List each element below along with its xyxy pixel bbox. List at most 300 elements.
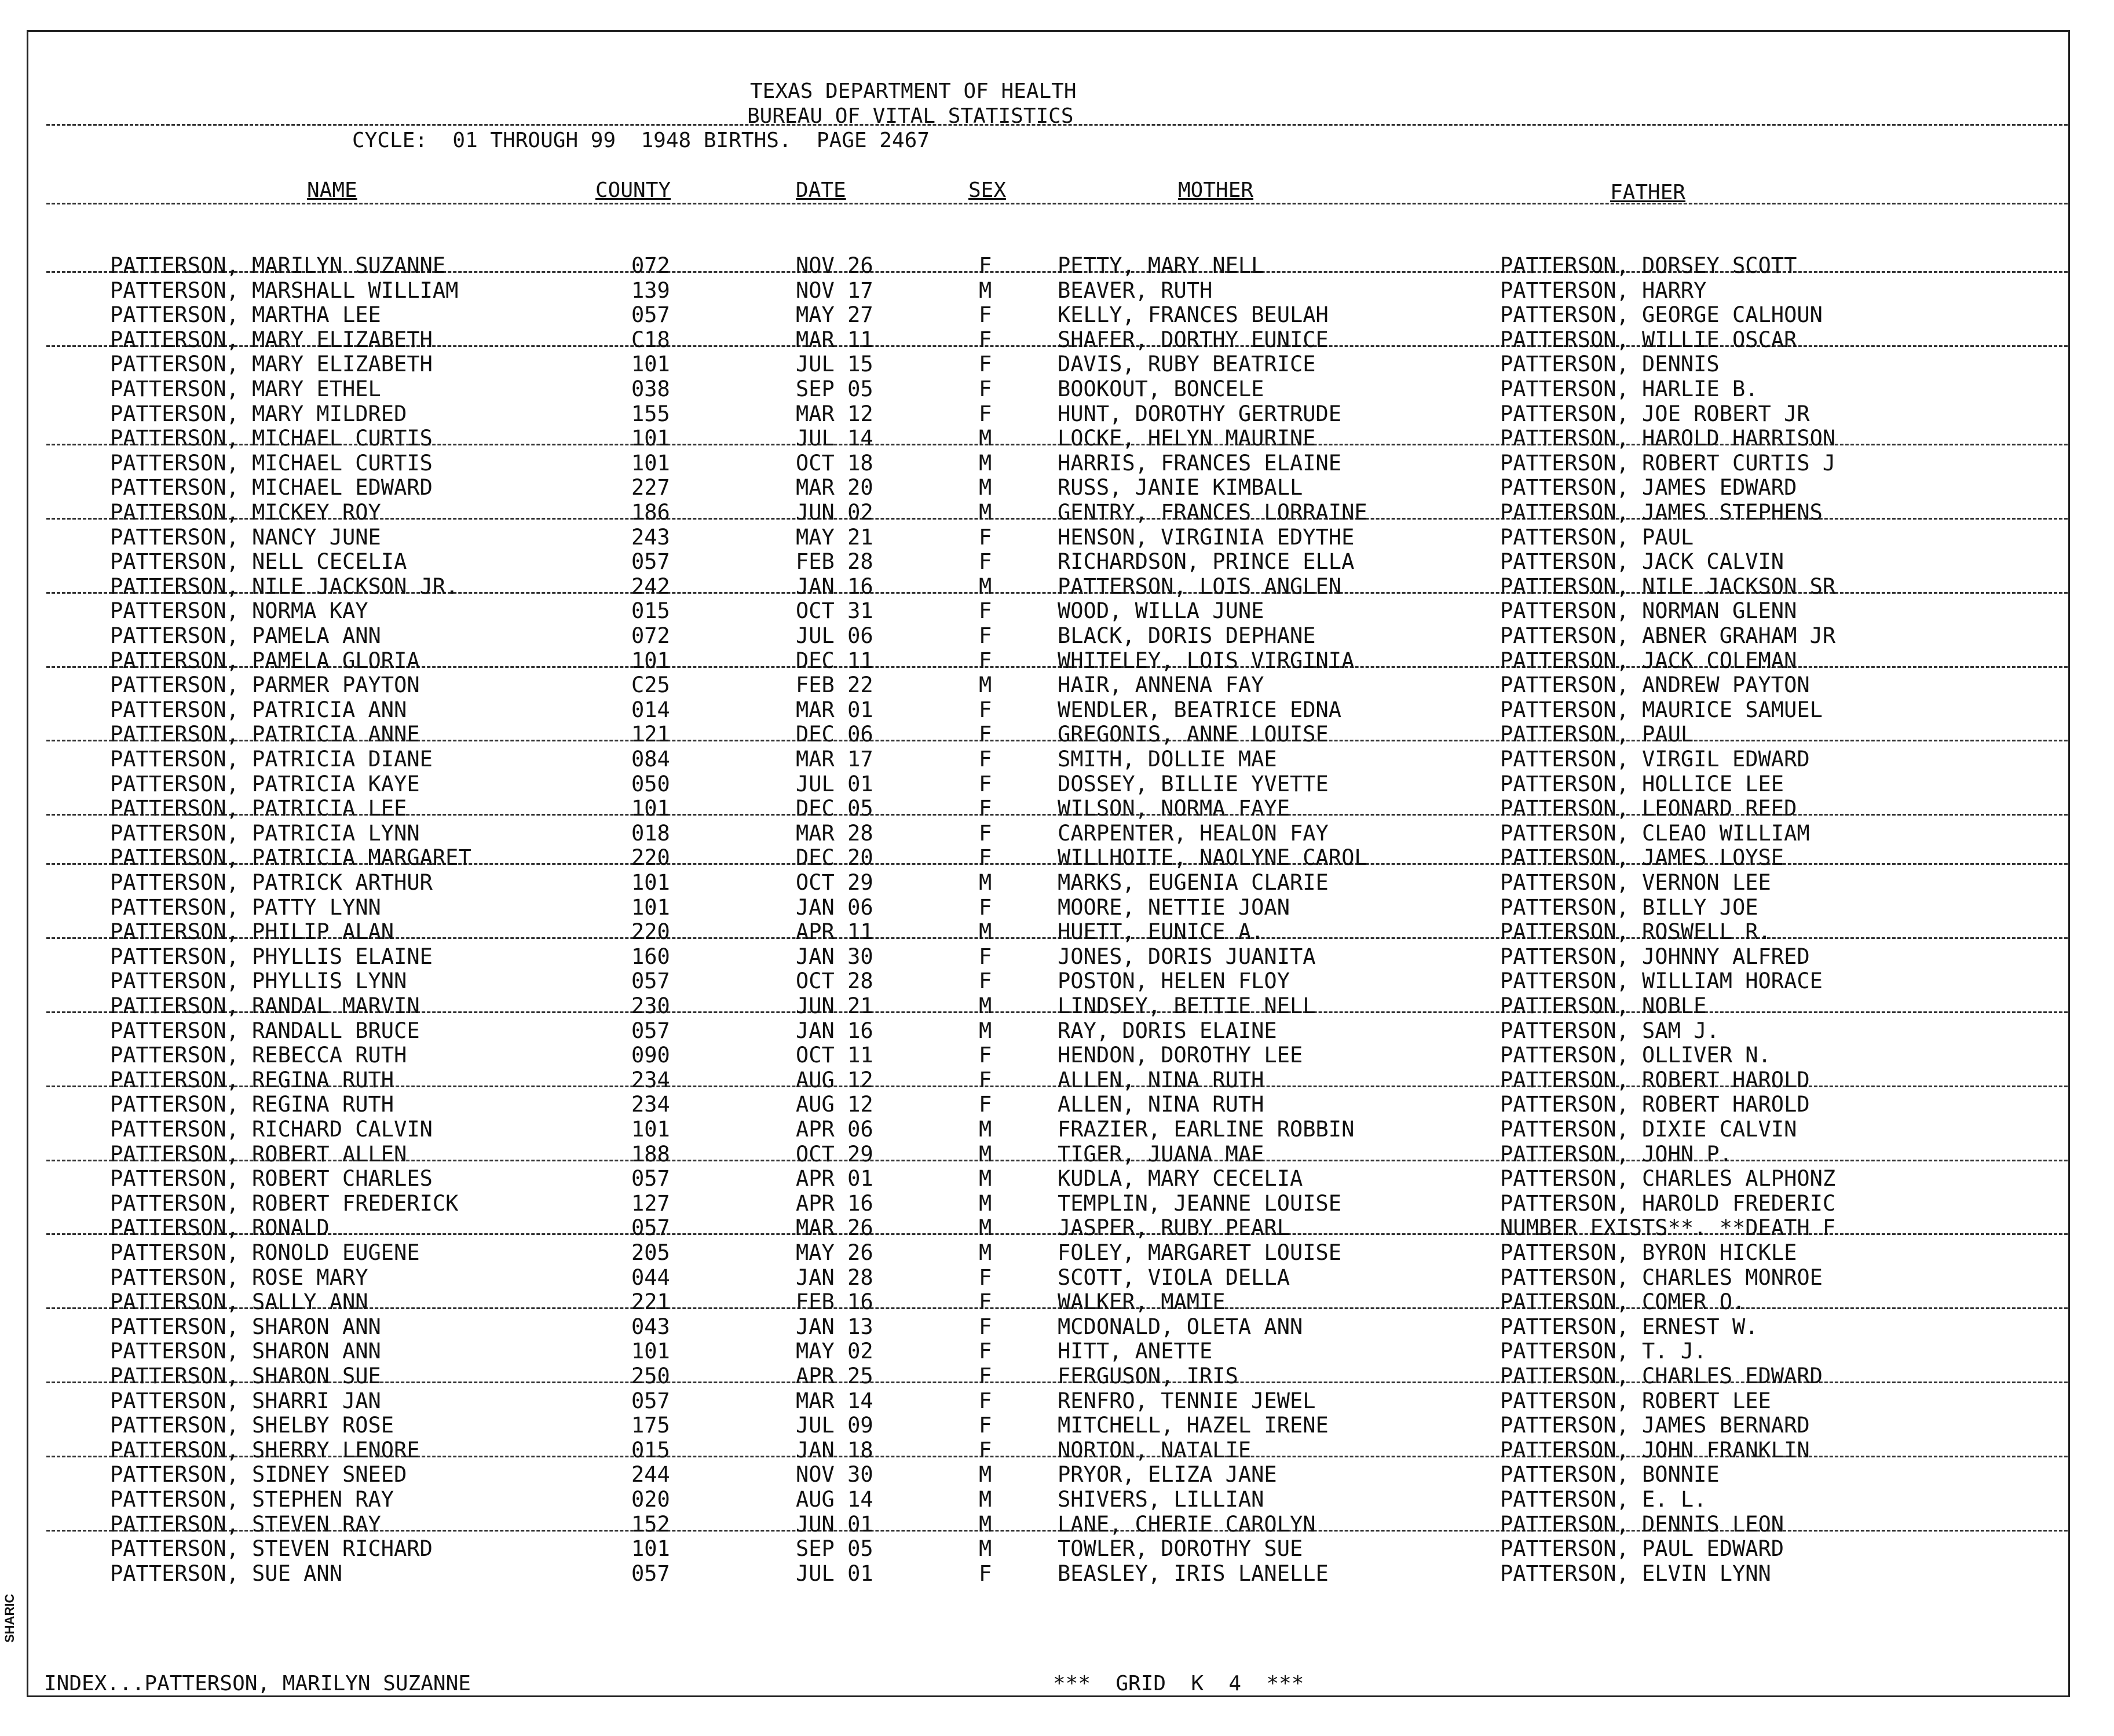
cell-mother: RAY, DORIS ELAINE bbox=[1058, 1018, 1277, 1043]
cell-mother: HITT, ANETTE bbox=[1058, 1339, 1213, 1364]
cell-name: PATTERSON, MARY ETHEL bbox=[110, 377, 381, 401]
cell-father: PATTERSON, VERNON LEE bbox=[1500, 870, 1771, 895]
cell-father: PATTERSON, SAM J. bbox=[1500, 1018, 1720, 1043]
cell-father: PATTERSON, DIXIE CALVIN bbox=[1500, 1117, 1797, 1142]
cell-sex: F bbox=[979, 1092, 992, 1117]
cell-sex: F bbox=[979, 1067, 992, 1092]
cell-sex: F bbox=[979, 820, 992, 846]
table-row bbox=[0, 969, 2114, 994]
cell-sex: F bbox=[979, 1364, 992, 1388]
cell-name: PATTERSON, PATRICIA KAYE bbox=[110, 771, 420, 796]
cell-father: PATTERSON, ANDREW PAYTON bbox=[1500, 673, 1810, 698]
table-row bbox=[0, 722, 2114, 747]
table-row bbox=[0, 1117, 2114, 1142]
cell-sex: F bbox=[979, 722, 992, 747]
cell-date: FEB 28 bbox=[796, 549, 873, 575]
cell-date: OCT 18 bbox=[796, 450, 873, 476]
cell-date: MAR 26 bbox=[796, 1215, 873, 1241]
header-rule-2 bbox=[46, 203, 2068, 204]
cell-sex: M bbox=[979, 1511, 992, 1537]
cell-name: PATTERSON, NANCY JUNE bbox=[110, 524, 381, 550]
cell-county: 101 bbox=[631, 352, 670, 377]
table-row bbox=[0, 254, 2114, 279]
cell-county: 101 bbox=[631, 870, 670, 895]
cell-name: PATTERSON, ROBERT FREDERICK bbox=[110, 1190, 459, 1216]
cell-sex: F bbox=[979, 1043, 992, 1068]
table-row bbox=[0, 1488, 2114, 1512]
cell-county: 057 bbox=[631, 1388, 670, 1413]
cell-date: DEC 06 bbox=[796, 722, 873, 747]
cell-mother: BLACK, DORIS DEPHANE bbox=[1058, 623, 1316, 648]
table-row bbox=[0, 599, 2114, 624]
cell-county: 127 bbox=[631, 1190, 670, 1216]
cell-father: PATTERSON, BONNIE bbox=[1500, 1462, 1720, 1488]
cell-county: 220 bbox=[631, 845, 670, 871]
cell-date: MAR 01 bbox=[796, 697, 873, 722]
table-row bbox=[0, 575, 2114, 600]
cell-mother: GREGONIS, ANNE LOUISE bbox=[1058, 722, 1329, 747]
cell-name: PATTERSON, MICHAEL EDWARD bbox=[110, 475, 433, 500]
cell-sex: F bbox=[979, 968, 992, 994]
table-row bbox=[0, 426, 2114, 451]
cell-sex: F bbox=[979, 352, 992, 377]
cell-date: DEC 20 bbox=[796, 845, 873, 871]
cell-county: 155 bbox=[631, 401, 670, 426]
cell-date: DEC 11 bbox=[796, 648, 873, 673]
cell-sex: F bbox=[979, 747, 992, 772]
cell-sex: M bbox=[979, 1018, 992, 1043]
table-row bbox=[0, 772, 2114, 797]
footer-grid: *** GRID K 4 *** bbox=[1053, 1672, 1304, 1695]
cell-date: APR 06 bbox=[796, 1117, 873, 1142]
cell-date: OCT 28 bbox=[796, 968, 873, 994]
cell-date: JUL 01 bbox=[796, 771, 873, 796]
table-row bbox=[0, 945, 2114, 970]
table-row bbox=[0, 1142, 2114, 1167]
table-row bbox=[0, 871, 2114, 896]
cell-county: 072 bbox=[631, 253, 670, 278]
cell-name: PATTERSON, REBECCA RUTH bbox=[110, 1043, 407, 1068]
header-rule-1 bbox=[46, 124, 2068, 126]
cell-mother: ALLEN, NINA RUTH bbox=[1058, 1092, 1264, 1117]
cell-father: PATTERSON, CLEAO WILLIAM bbox=[1500, 820, 1810, 846]
cell-name: PATTERSON, PARMER PAYTON bbox=[110, 673, 420, 698]
table-row bbox=[0, 673, 2114, 698]
cell-mother: CARPENTER, HEALON FAY bbox=[1058, 820, 1329, 846]
table-row bbox=[0, 525, 2114, 550]
cell-county: 243 bbox=[631, 524, 670, 550]
cell-name: PATTERSON, MARSHALL WILLIAM bbox=[110, 277, 459, 303]
cell-mother: LANE, CHERIE CAROLYN bbox=[1058, 1511, 1316, 1537]
cell-county: 044 bbox=[631, 1264, 670, 1290]
cell-father: PATTERSON, JOHNNY ALFRED bbox=[1500, 944, 1810, 969]
cell-date: JUL 01 bbox=[796, 1560, 873, 1586]
column-header-name: NAME bbox=[307, 178, 357, 202]
cell-father: PATTERSON, PAUL bbox=[1500, 524, 1694, 550]
table-row bbox=[0, 1364, 2114, 1389]
cell-county: 227 bbox=[631, 475, 670, 500]
cell-name: PATTERSON, RICHARD CALVIN bbox=[110, 1117, 433, 1142]
cell-county: 057 bbox=[631, 1215, 670, 1241]
cell-mother: SHIVERS, LILLIAN bbox=[1058, 1487, 1264, 1512]
cell-mother: DAVIS, RUBY BEATRICE bbox=[1058, 352, 1316, 377]
cell-county: 084 bbox=[631, 747, 670, 772]
cell-name: PATTERSON, REGINA RUTH bbox=[110, 1092, 394, 1117]
table-row bbox=[0, 402, 2114, 427]
cell-mother: PATTERSON, LOIS ANGLEN bbox=[1058, 573, 1342, 599]
cell-father: PATTERSON, HARRY bbox=[1500, 277, 1707, 303]
cell-father: NUMBER EXISTS**. **DEATH F bbox=[1500, 1215, 1836, 1241]
cell-mother: BEASLEY, IRIS LANELLE bbox=[1058, 1560, 1329, 1586]
cell-sex: M bbox=[979, 919, 992, 945]
table-row bbox=[0, 920, 2114, 945]
cell-sex: F bbox=[979, 1437, 992, 1463]
cell-county: 057 bbox=[631, 968, 670, 994]
cell-date: MAR 11 bbox=[796, 327, 873, 352]
cell-father: PATTERSON, ROSWELL R. bbox=[1500, 919, 1771, 945]
column-header-father: FATHER bbox=[1610, 181, 1686, 204]
cell-mother: WENDLER, BEATRICE EDNA bbox=[1058, 697, 1342, 722]
cell-father: PATTERSON, DORSEY SCOTT bbox=[1500, 253, 1797, 278]
cell-sex: F bbox=[979, 377, 992, 401]
cell-county: 175 bbox=[631, 1413, 670, 1438]
cell-mother: HAIR, ANNENA FAY bbox=[1058, 673, 1264, 698]
cell-date: MAY 26 bbox=[796, 1240, 873, 1265]
table-row bbox=[0, 1290, 2114, 1315]
cell-county: 101 bbox=[631, 450, 670, 476]
cell-county: 050 bbox=[631, 771, 670, 796]
cell-mother: BOOKOUT, BONCELE bbox=[1058, 377, 1264, 401]
cell-county: 057 bbox=[631, 302, 670, 328]
cell-sex: F bbox=[979, 796, 992, 821]
cell-mother: TIGER, JUANA MAE bbox=[1058, 1141, 1264, 1167]
cell-sex: F bbox=[979, 253, 992, 278]
table-row bbox=[0, 279, 2114, 304]
table-row bbox=[0, 1068, 2114, 1093]
cell-mother: DOSSEY, BILLIE YVETTE bbox=[1058, 771, 1329, 796]
cell-sex: M bbox=[979, 1240, 992, 1265]
cell-sex: M bbox=[979, 475, 992, 500]
cell-father: PATTERSON, HOLLICE LEE bbox=[1500, 771, 1784, 796]
cell-mother: HENDON, DOROTHY LEE bbox=[1058, 1043, 1303, 1068]
cell-father: PATTERSON, JOHN P. bbox=[1500, 1141, 1732, 1167]
cell-mother: WILLHOITE, NAOLYNE CAROL bbox=[1058, 845, 1367, 871]
cell-sex: F bbox=[979, 1413, 992, 1438]
table-row bbox=[0, 1192, 2114, 1216]
cell-county: C18 bbox=[631, 327, 670, 352]
cell-date: JAN 06 bbox=[796, 894, 873, 920]
cell-sex: F bbox=[979, 1289, 992, 1315]
cell-mother: RICHARDSON, PRINCE ELLA bbox=[1058, 549, 1355, 575]
column-header-mother: MOTHER bbox=[1178, 178, 1254, 202]
table-row bbox=[0, 1389, 2114, 1414]
cell-county: 043 bbox=[631, 1314, 670, 1339]
cell-sex: M bbox=[979, 1487, 992, 1512]
cell-sex: F bbox=[979, 648, 992, 673]
cell-county: 101 bbox=[631, 796, 670, 821]
cell-county: 057 bbox=[631, 1018, 670, 1043]
cell-mother: KUDLA, MARY CECELIA bbox=[1058, 1166, 1303, 1192]
table-row bbox=[0, 1266, 2114, 1291]
cell-father: PATTERSON, ERNEST W. bbox=[1500, 1314, 1758, 1339]
column-header-date: DATE bbox=[796, 178, 846, 202]
cell-father: PATTERSON, HAROLD FREDERIC bbox=[1500, 1190, 1836, 1216]
cell-date: OCT 31 bbox=[796, 598, 873, 624]
cell-sex: M bbox=[979, 1166, 992, 1192]
cell-date: JAN 16 bbox=[796, 573, 873, 599]
footer-index: INDEX...PATTERSON, MARILYN SUZANNE bbox=[44, 1672, 471, 1695]
cell-mother: RUSS, JANIE KIMBALL bbox=[1058, 475, 1303, 500]
cell-mother: TOWLER, DOROTHY SUE bbox=[1058, 1536, 1303, 1562]
cell-father: PATTERSON, VIRGIL EDWARD bbox=[1500, 747, 1810, 772]
cell-date: OCT 11 bbox=[796, 1043, 873, 1068]
table-row bbox=[0, 1339, 2114, 1364]
cell-mother: SMITH, DOLLIE MAE bbox=[1058, 747, 1277, 772]
table-row bbox=[0, 649, 2114, 674]
cell-father: PATTERSON, BYRON HICKLE bbox=[1500, 1240, 1797, 1265]
cell-name: PATTERSON, PATRICIA ANN bbox=[110, 697, 407, 722]
cell-sex: F bbox=[979, 944, 992, 969]
cell-county: 160 bbox=[631, 944, 670, 969]
cell-date: OCT 29 bbox=[796, 1141, 873, 1167]
cell-father: PATTERSON, JAMES EDWARD bbox=[1500, 475, 1797, 500]
cell-county: 038 bbox=[631, 377, 670, 401]
cell-date: MAR 14 bbox=[796, 1388, 873, 1413]
cell-county: 101 bbox=[631, 1536, 670, 1562]
cell-name: PATTERSON, PATRICIA MARGARET bbox=[110, 845, 471, 871]
cell-date: MAR 17 bbox=[796, 747, 873, 772]
cell-date: JUL 15 bbox=[796, 352, 873, 377]
cell-mother: HARRIS, FRANCES ELAINE bbox=[1058, 450, 1342, 476]
cell-county: 015 bbox=[631, 1437, 670, 1463]
table-row bbox=[0, 994, 2114, 1019]
cell-date: JAN 16 bbox=[796, 1018, 873, 1043]
cell-mother: MARKS, EUGENIA CLARIE bbox=[1058, 870, 1329, 895]
cell-county: 101 bbox=[631, 1339, 670, 1364]
cell-date: FEB 16 bbox=[796, 1289, 873, 1315]
cell-name: PATTERSON, PATRICIA DIANE bbox=[110, 747, 433, 772]
cell-father: PATTERSON, ABNER GRAHAM JR bbox=[1500, 623, 1836, 648]
table-row bbox=[0, 1413, 2114, 1438]
cell-date: JUL 06 bbox=[796, 623, 873, 648]
cell-mother: JONES, DORIS JUANITA bbox=[1058, 944, 1316, 969]
cell-mother: MITCHELL, HAZEL IRENE bbox=[1058, 1413, 1329, 1438]
cell-date: NOV 17 bbox=[796, 277, 873, 303]
cell-father: PATTERSON, ELVIN LYNN bbox=[1500, 1560, 1771, 1586]
cell-father: PATTERSON, BILLY JOE bbox=[1500, 894, 1758, 920]
table-row bbox=[0, 1512, 2114, 1537]
cell-name: PATTERSON, MICHAEL CURTIS bbox=[110, 450, 433, 476]
cell-name: PATTERSON, ROBERT ALLEN bbox=[110, 1141, 407, 1167]
cell-date: JAN 13 bbox=[796, 1314, 873, 1339]
cell-father: PATTERSON, ROBERT HAROLD bbox=[1500, 1092, 1810, 1117]
table-row bbox=[0, 1562, 2114, 1587]
cell-name: PATTERSON, MARY MILDRED bbox=[110, 401, 407, 426]
cell-father: PATTERSON, JAMES BERNARD bbox=[1500, 1413, 1810, 1438]
cell-county: 057 bbox=[631, 549, 670, 575]
cell-sex: M bbox=[979, 573, 992, 599]
table-row bbox=[0, 550, 2114, 575]
cell-name: PATTERSON, PHILIP ALAN bbox=[110, 919, 394, 945]
cell-date: JUN 02 bbox=[796, 500, 873, 525]
cell-sex: M bbox=[979, 1462, 992, 1488]
cell-mother: RENFRO, TENNIE JEWEL bbox=[1058, 1388, 1316, 1413]
cell-name: PATTERSON, PATRICIA ANNE bbox=[110, 722, 420, 747]
cell-sex: F bbox=[979, 598, 992, 624]
column-header-sex: SEX bbox=[968, 178, 1007, 202]
cell-sex: M bbox=[979, 1536, 992, 1562]
cell-sex: F bbox=[979, 327, 992, 352]
cell-county: 152 bbox=[631, 1511, 670, 1537]
cell-name: PATTERSON, MICKEY ROY bbox=[110, 500, 381, 525]
cell-sex: M bbox=[979, 426, 992, 451]
cell-name: PATTERSON, NELL CECELIA bbox=[110, 549, 407, 575]
cell-county: 018 bbox=[631, 820, 670, 846]
cell-name: PATTERSON, PATRICIA LEE bbox=[110, 796, 407, 821]
cell-county: 101 bbox=[631, 426, 670, 451]
table-row bbox=[0, 747, 2114, 772]
cell-sex: F bbox=[979, 1314, 992, 1339]
cell-mother: WHITELEY, LOIS VIRGINIA bbox=[1058, 648, 1355, 673]
column-header-county: COUNTY bbox=[595, 178, 671, 202]
cell-father: PATTERSON, CHARLES EDWARD bbox=[1500, 1364, 1823, 1388]
table-row bbox=[0, 1463, 2114, 1488]
cell-mother: WOOD, WILLA JUNE bbox=[1058, 598, 1264, 624]
header-title: TEXAS DEPARTMENT OF HEALTH bbox=[750, 79, 1077, 103]
cell-name: PATTERSON, ROSE MARY bbox=[110, 1264, 368, 1290]
cell-county: 205 bbox=[631, 1240, 670, 1265]
cell-date: JUL 14 bbox=[796, 426, 873, 451]
cell-name: PATTERSON, NILE JACKSON JR. bbox=[110, 573, 459, 599]
cell-name: PATTERSON, MARY ELIZABETH bbox=[110, 352, 433, 377]
cell-county: 121 bbox=[631, 722, 670, 747]
cell-name: PATTERSON, SIDNEY SNEED bbox=[110, 1462, 407, 1488]
table-row bbox=[0, 1216, 2114, 1241]
cell-sex: M bbox=[979, 1215, 992, 1241]
table-row bbox=[0, 1092, 2114, 1117]
cell-father: PATTERSON, CHARLES MONROE bbox=[1500, 1264, 1823, 1290]
cell-county: 072 bbox=[631, 623, 670, 648]
cell-county: 057 bbox=[631, 1560, 670, 1586]
cell-name: PATTERSON, NORMA KAY bbox=[110, 598, 368, 624]
cell-name: PATTERSON, PAMELA GLORIA bbox=[110, 648, 420, 673]
cell-sex: F bbox=[979, 1339, 992, 1364]
cell-county: 188 bbox=[631, 1141, 670, 1167]
cell-father: PATTERSON, MAURICE SAMUEL bbox=[1500, 697, 1823, 722]
cell-name: PATTERSON, MARY ELIZABETH bbox=[110, 327, 433, 352]
table-row bbox=[0, 328, 2114, 353]
cell-name: PATTERSON, MICHAEL CURTIS bbox=[110, 426, 433, 451]
cell-name: PATTERSON, SHELBY ROSE bbox=[110, 1413, 394, 1438]
cell-mother: MOORE, NETTIE JOAN bbox=[1058, 894, 1290, 920]
cell-father: PATTERSON, ROBERT CURTIS J bbox=[1500, 450, 1836, 476]
cell-mother: PETTY, MARY NELL bbox=[1058, 253, 1264, 278]
cell-sex: F bbox=[979, 1388, 992, 1413]
cell-mother: LOCKE, HELYN MAURINE bbox=[1058, 426, 1316, 451]
cell-date: SEP 05 bbox=[796, 1536, 873, 1562]
cell-sex: M bbox=[979, 993, 992, 1018]
cell-date: MAY 02 bbox=[796, 1339, 873, 1364]
cell-sex: F bbox=[979, 524, 992, 550]
side-label: SHARIC bbox=[2, 1594, 17, 1643]
cell-date: APR 11 bbox=[796, 919, 873, 945]
cell-father: PATTERSON, JOHN FRANKLIN bbox=[1500, 1437, 1810, 1463]
table-row bbox=[0, 1167, 2114, 1192]
table-row bbox=[0, 500, 2114, 525]
cell-sex: M bbox=[979, 870, 992, 895]
cell-sex: M bbox=[979, 450, 992, 476]
table-row bbox=[0, 796, 2114, 821]
cell-sex: M bbox=[979, 1117, 992, 1142]
cell-father: PATTERSON, NOBLE bbox=[1500, 993, 1707, 1018]
cell-date: MAY 21 bbox=[796, 524, 873, 550]
cell-date: SEP 05 bbox=[796, 377, 873, 401]
cell-county: 090 bbox=[631, 1043, 670, 1068]
cell-name: PATTERSON, RONOLD EUGENE bbox=[110, 1240, 420, 1265]
cell-county: 234 bbox=[631, 1067, 670, 1092]
cell-father: PATTERSON, NILE JACKSON SR bbox=[1500, 573, 1836, 599]
cell-mother: TEMPLIN, JEANNE LOUISE bbox=[1058, 1190, 1342, 1216]
cell-father: PATTERSON, PAUL bbox=[1500, 722, 1694, 747]
cell-father: PATTERSON, JACK COLEMAN bbox=[1500, 648, 1797, 673]
cell-date: APR 16 bbox=[796, 1190, 873, 1216]
cell-mother: FERGUSON, IRIS bbox=[1058, 1364, 1238, 1388]
cell-father: PATTERSON, ROBERT HAROLD bbox=[1500, 1067, 1810, 1092]
cell-mother: LINDSEY, BETTIE NELL bbox=[1058, 993, 1316, 1018]
cell-father: PATTERSON, HAROLD HARRISON bbox=[1500, 426, 1836, 451]
cell-name: PATTERSON, PATRICK ARTHUR bbox=[110, 870, 433, 895]
cell-mother: GENTRY, FRANCES LORRAINE bbox=[1058, 500, 1367, 525]
cell-county: 139 bbox=[631, 277, 670, 303]
cell-sex: F bbox=[979, 401, 992, 426]
cell-date: FEB 22 bbox=[796, 673, 873, 698]
cell-date: OCT 29 bbox=[796, 870, 873, 895]
table-row bbox=[0, 1019, 2114, 1044]
cell-name: PATTERSON, PHYLLIS LYNN bbox=[110, 968, 407, 994]
cell-father: PATTERSON, COMER O. bbox=[1500, 1289, 1746, 1315]
cell-date: NOV 30 bbox=[796, 1462, 873, 1488]
cell-father: PATTERSON, HARLIE B. bbox=[1500, 377, 1758, 401]
cell-mother: HENSON, VIRGINIA EDYTHE bbox=[1058, 524, 1355, 550]
cell-sex: F bbox=[979, 894, 992, 920]
cell-sex: M bbox=[979, 1141, 992, 1167]
cell-name: PATTERSON, PHYLLIS ELAINE bbox=[110, 944, 433, 969]
cell-sex: M bbox=[979, 500, 992, 525]
cell-mother: NORTON, NATALIE bbox=[1058, 1437, 1252, 1463]
header-bureau: BUREAU OF VITAL STATISTICS bbox=[747, 104, 1074, 128]
cell-sex: M bbox=[979, 277, 992, 303]
cell-father: PATTERSON, OLLIVER N. bbox=[1500, 1043, 1771, 1068]
table-row bbox=[0, 624, 2114, 649]
cell-county: 244 bbox=[631, 1462, 670, 1488]
cell-date: JUN 21 bbox=[796, 993, 873, 1018]
cell-father: PATTERSON, JOE ROBERT JR bbox=[1500, 401, 1810, 426]
cell-father: PATTERSON, WILLIE OSCAR bbox=[1500, 327, 1797, 352]
cell-sex: F bbox=[979, 302, 992, 328]
cell-date: MAY 27 bbox=[796, 302, 873, 328]
cell-sex: F bbox=[979, 1264, 992, 1290]
table-row bbox=[0, 352, 2114, 377]
cell-mother: FRAZIER, EARLINE ROBBIN bbox=[1058, 1117, 1355, 1142]
cell-name: PATTERSON, RONALD bbox=[110, 1215, 330, 1241]
cell-date: APR 01 bbox=[796, 1166, 873, 1192]
cell-father: PATTERSON, ROBERT LEE bbox=[1500, 1388, 1771, 1413]
cell-mother: SCOTT, VIOLA DELLA bbox=[1058, 1264, 1290, 1290]
table-row bbox=[0, 896, 2114, 920]
table-row bbox=[0, 846, 2114, 871]
cell-father: PATTERSON, T. J. bbox=[1500, 1339, 1707, 1364]
cell-name: PATTERSON, SHARON SUE bbox=[110, 1364, 381, 1388]
